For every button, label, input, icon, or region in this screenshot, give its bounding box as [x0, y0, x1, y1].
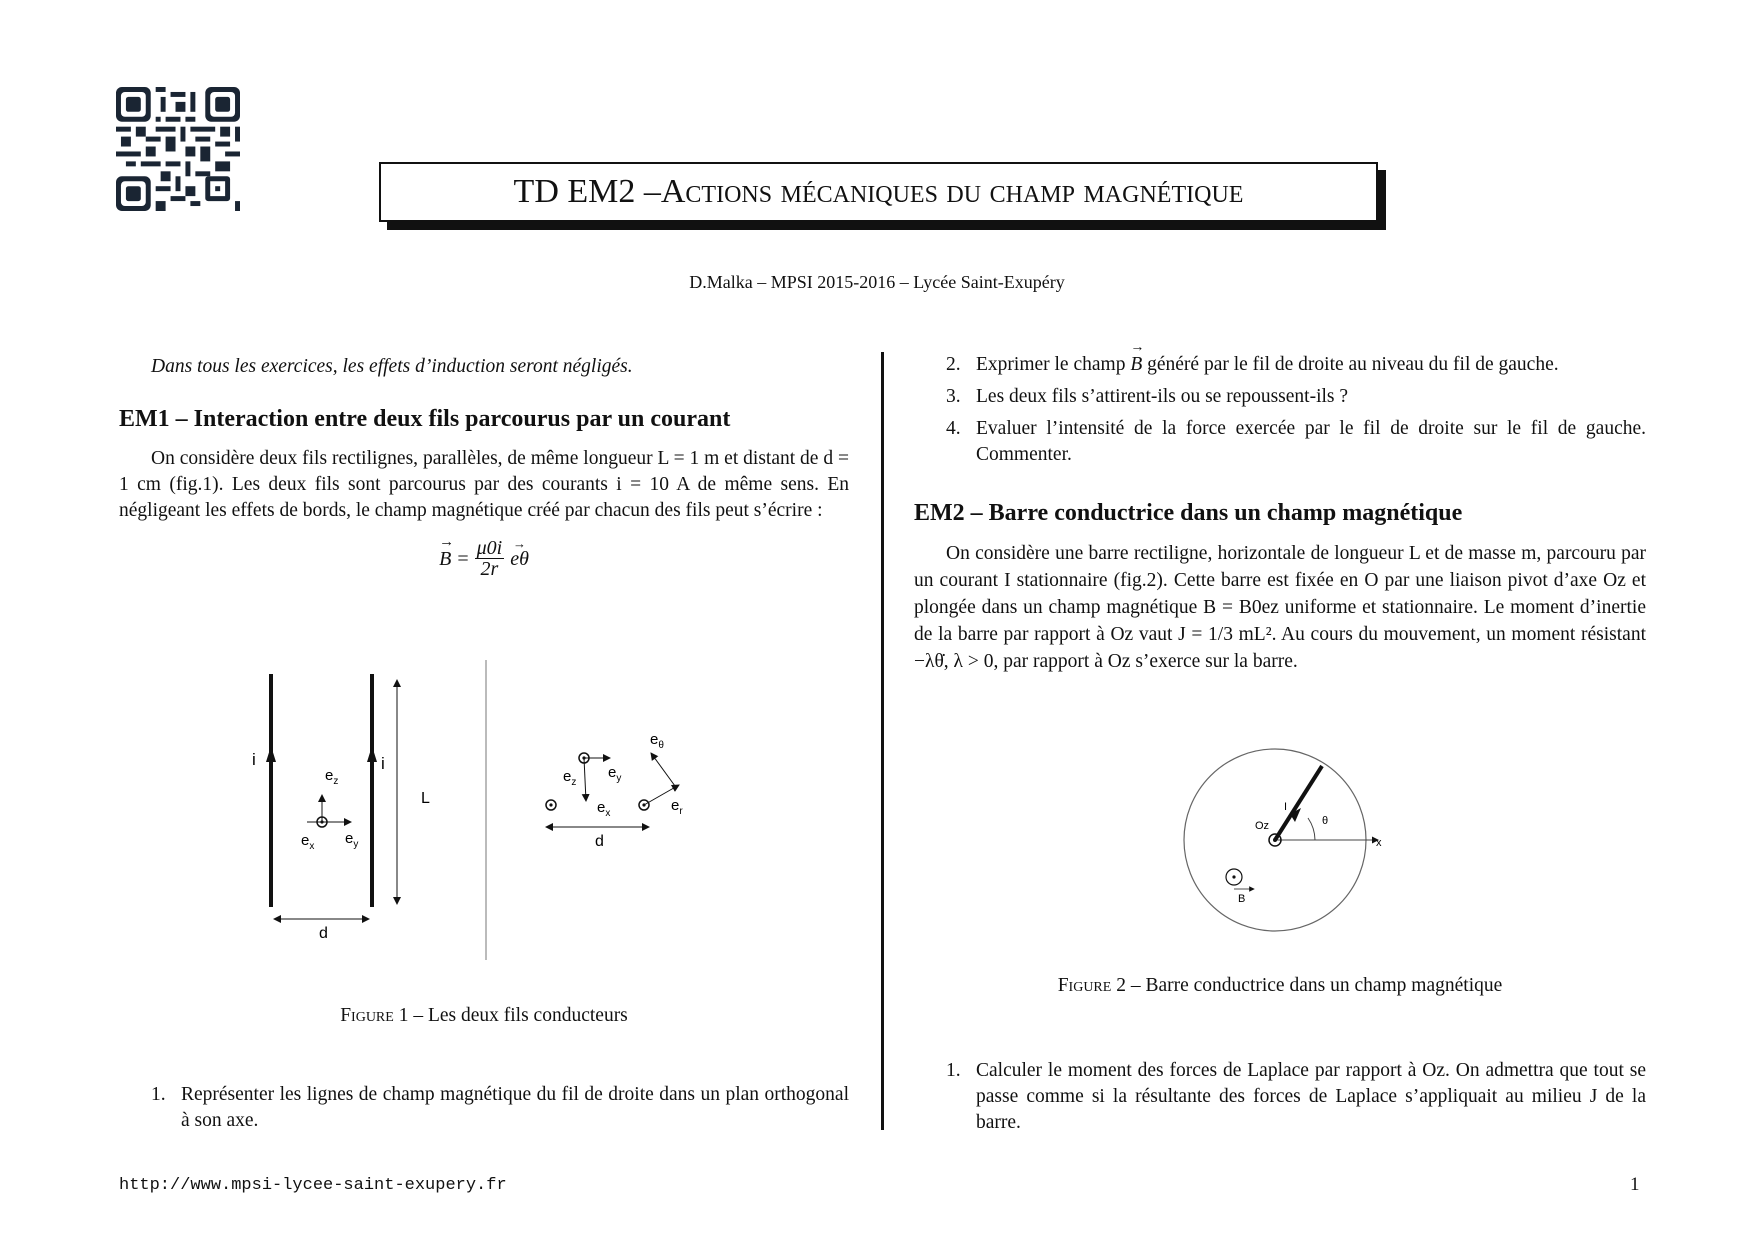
- em2-heading: EM2 – Barre conductrice dans un champ magnétique: [914, 500, 1463, 526]
- em2-paragraph: On considère une barre rectiligne, horizontale de longueur L et de masse m, parcouru par un courant I stationnaire (fig.2). Cette barre est fixée en O par une liaison pivot d’axe Oz et plongée dans un champ magnétique B = B0ez uniforme et stationnaire. Le moment d’inertie de la barre par rapport à Oz vaut J = 1/3 mL². Au cours du mouvement, un moment résistant −λθ̇, λ > 0, par rapport à Oz s’exerce sur la barre.: [914, 543, 1646, 672]
- qr-code: [116, 87, 240, 211]
- page-number: 1: [1630, 1174, 1640, 1195]
- label-ex-2: $e_x$: [597, 799, 611, 819]
- label-i-left: i: [252, 750, 256, 769]
- right-wire: [367, 674, 377, 907]
- em1-paragraph: On considère deux fils rectilignes, parallèles, de même longueur L = 1 m et distant de d = 1 cm (fig.1). Les deux fils sont parcourus par des courants i = 10 A de même sens. En négligeant les effets de bords, le champ magnétique créé par chacun des fils peut s’écrire :: [119, 448, 849, 521]
- label-d-bottom: d: [319, 925, 328, 942]
- formula-b: B: [439, 547, 452, 570]
- axes-triad-left: [307, 795, 351, 827]
- title-prefix: TD EM2 –: [513, 173, 661, 210]
- figure-2: [1150, 740, 1410, 940]
- formula-equals: =: [457, 547, 469, 570]
- label-etheta: $e_\theta$: [650, 731, 664, 751]
- conducting-bar: [1275, 766, 1322, 840]
- em1-questions-left: [119, 1082, 849, 1134]
- left-wire: [266, 674, 276, 907]
- em1-heading: EM1 – Interaction entre deux fils parcourus par un courant: [119, 406, 731, 432]
- formula-denominator: 2r: [480, 558, 499, 580]
- document-title: [379, 162, 1378, 222]
- question-4: 4. Evaluer l’intensité de la force exercée par le fil de droite sur le fil de gauche. Commenter.: [946, 418, 1646, 465]
- label-ez-2: $e_z$: [563, 768, 577, 788]
- em2-questions: [914, 1058, 1646, 1136]
- label-Oz: Oz: [1255, 820, 1270, 832]
- label-I: I: [1284, 801, 1288, 813]
- question-2: 2. Exprimer le champ → B généré par le fil de droite au niveau du fil de gauche.: [946, 340, 1559, 375]
- em2-question-1: 1. Calculer le moment des forces de Laplace par rapport à Oz. On admettra que tout se passe comme si la résultante des forces de Laplace s’appliquait au milieu J de la barre.: [946, 1060, 1646, 1133]
- label-B: B: [1238, 893, 1246, 905]
- title-main: Actions mécaniques du champ magnétique: [660, 173, 1244, 210]
- label-er: $e_r$: [671, 797, 683, 817]
- footer-url-link[interactable]: http://www.mpsi-lycee-saint-exupery.fr: [119, 1176, 507, 1195]
- label-theta: θ: [1322, 815, 1329, 827]
- label-ey: $e_y$: [345, 830, 359, 850]
- label-ez: $e_z$: [325, 767, 339, 787]
- em1-formula: → B = $\frac{\mu 0i}{2r}$ → eθ: [439, 533, 529, 580]
- intro-note: Dans tous les exercices, les effets d’induction seront négligés.: [151, 356, 633, 377]
- label-d-right: d: [595, 833, 604, 850]
- question-1: 1. Représenter les lignes de champ magnétique du fil de droite dans un plan orthogonal à son axe.: [151, 1084, 849, 1131]
- formula-etheta: eθ: [510, 547, 529, 570]
- figure-2-caption: Figure 2 – Barre conductrice dans un champ magnétique: [1057, 975, 1503, 996]
- label-ey-2: $e_y$: [608, 764, 622, 784]
- left-column: [119, 354, 849, 579]
- formula-fraction: [475, 538, 505, 579]
- author-line: D.Malka – MPSI 2015-2016 – Lycée Saint-Exupéry: [689, 272, 1065, 292]
- label-x: x: [1376, 837, 1382, 849]
- label-i-right: i: [381, 754, 385, 773]
- theta-arc: [1308, 818, 1315, 840]
- question-3: 3. Les deux fils s’attirent-ils ou se repoussent-ils ?: [946, 386, 1349, 407]
- figure-1: [119, 650, 849, 970]
- formula-numerator: μ0i: [476, 537, 503, 559]
- right-column: [914, 340, 1646, 675]
- column-divider: [881, 352, 884, 1130]
- label-ex: $e_x$: [301, 832, 315, 852]
- label-L: L: [421, 790, 430, 807]
- figure-1-caption: Figure 1 – Les deux fils conducteurs: [340, 1005, 628, 1026]
